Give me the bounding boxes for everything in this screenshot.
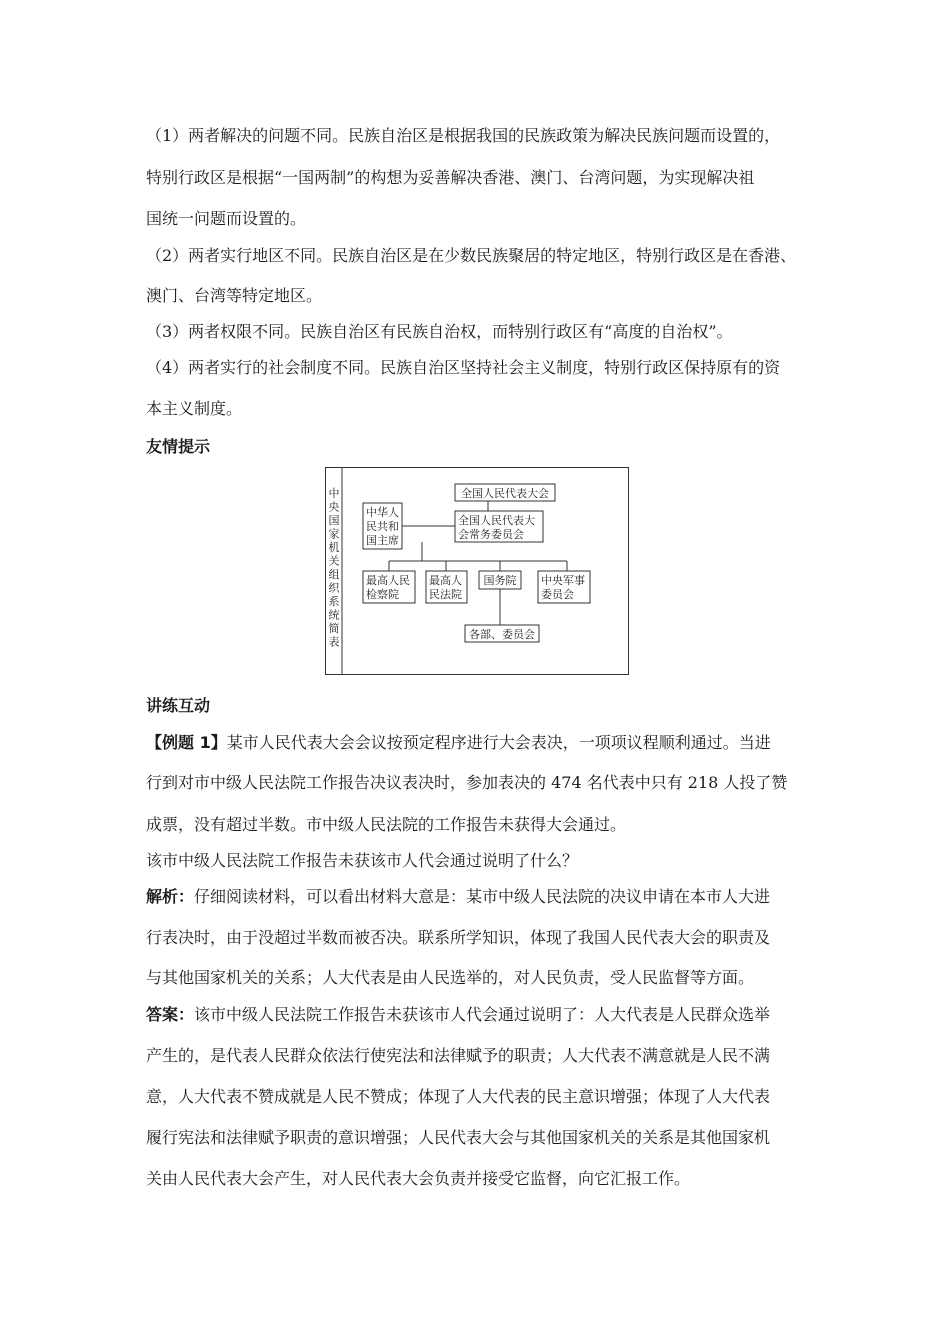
side-title-char: 织 <box>328 581 340 595</box>
answer-line-5: 关由人民代表大会产生，对人民代表大会负责并接受它监督，向它汇报工作。 <box>146 1169 691 1188</box>
box-procuratorate <box>363 571 415 603</box>
practice-heading: 讲练互动 <box>146 696 211 715</box>
box-military <box>538 571 590 603</box>
label-ministries: 各部、委员会 <box>469 628 535 641</box>
box-npc <box>455 484 555 501</box>
answer-label: 答案： <box>146 1005 195 1024</box>
analysis-line-1 <box>146 887 770 907</box>
side-title-char: 组 <box>328 568 340 581</box>
difference-1-line-1: （1）两者解决的问题不同。民族自治区是根据我国的民族政策为解决民族问题而设置的， <box>146 126 781 145</box>
org-chart-svg <box>325 467 629 675</box>
difference-3-line-1: （3）两者权限不同。民族自治区有民族自治权，而特别行政区有“高度的自治权”。 <box>146 322 733 341</box>
org-chart <box>325 467 629 675</box>
example-question: 该市中级人民法院工作报告未获该市人代会通过说明了什么？ <box>146 851 579 870</box>
side-title-char: 统 <box>328 608 340 622</box>
label-npc-standing-1: 全国人民代表大 <box>458 514 535 527</box>
answer-line-3: 意，人大代表不赞成就是人民不赞成；体现了人大代表的民主意识增强；体现了人大代表 <box>146 1087 771 1106</box>
label-npc: 全国人民代表大会 <box>461 487 549 500</box>
side-title <box>329 486 341 649</box>
difference-4-line-1: （4）两者实行的社会制度不同。民族自治区坚持社会主义制度，特别行政区保持原有的资 <box>146 358 781 377</box>
side-title-char: 简 <box>328 622 340 635</box>
difference-4-line-2: 本主义制度。 <box>146 399 243 418</box>
label-npc-standing-2: 会常务委员会 <box>458 528 524 541</box>
box-state-council <box>479 571 521 589</box>
side-title-char: 关 <box>328 554 340 568</box>
example-line-3: 成票，没有超过半数。市中级人民法院的工作报告未获得大会通过。 <box>146 815 627 834</box>
example-line-2: 行到对市中级人民法院工作报告决议表决时，参加表决的 474 名代表中只有 218 人投了赞 <box>146 773 788 792</box>
box-court <box>426 571 467 603</box>
answer-line-4: 履行宪法和法律赋予职责的意识增强；人民代表大会与其他国家机关的关系是其他国家机 <box>146 1128 771 1147</box>
answer-line-1 <box>146 1005 770 1025</box>
side-title-char: 家 <box>328 527 340 541</box>
side-title-char: 机 <box>328 541 340 554</box>
analysis-text-1: 仔细阅读材料，可以看出材料大意是：某市中级人民法院的决议申请在本市人大进 <box>194 887 771 906</box>
difference-2-line-1: （2）两者实行地区不同。民族自治区是在少数民族聚居的特定地区，特别行政区是在香港、 <box>146 246 797 265</box>
side-title-char: 国 <box>328 514 340 527</box>
box-npc-standing <box>455 511 543 542</box>
label-military-1: 中央军事 <box>541 574 585 587</box>
side-title-char: 中 <box>328 487 340 500</box>
example-line-1 <box>146 733 771 753</box>
side-title-char: 央 <box>328 500 340 514</box>
label-president-3: 国主席 <box>366 534 399 547</box>
side-title-char: 表 <box>328 635 340 649</box>
label-president-1: 中华人 <box>366 506 399 519</box>
example-text-1: 某市人民代表大会会议按预定程序进行大会表决，一项项议程顺利通过。当进 <box>226 733 771 752</box>
difference-1-line-3: 国统一问题而设置的。 <box>146 209 307 228</box>
difference-2-line-2: 澳门、台湾等特定地区。 <box>146 286 323 305</box>
label-military-2: 委员会 <box>541 588 574 601</box>
analysis-line-2: 行表决时，由于没超过半数而被否决。联系所学知识，体现了我国人民代表大会的职责及 <box>146 928 771 947</box>
answer-line-2: 产生的，是代表人民群众依法行使宪法和法律赋予的职责；人大代表不满意就是人民不满 <box>146 1046 771 1065</box>
tip-heading: 友情提示 <box>146 437 211 456</box>
difference-1-line-2: 特别行政区是根据“一国两制”的构想为妥善解决香港、澳门、台湾问题，为实现解决祖 <box>146 168 755 187</box>
label-president-2: 民共和 <box>366 520 399 533</box>
side-title-char: 系 <box>328 595 340 608</box>
label-procuratorate-1: 最高人民 <box>366 574 410 587</box>
box-president <box>363 503 402 549</box>
answer-text-1: 该市中级人民法院工作报告未获该市人代会通过说明了：人大代表是人民群众选举 <box>194 1005 771 1024</box>
analysis-line-3: 与其他国家机关的关系；人大代表是由人民选举的，对人民负责，受人民监督等方面。 <box>146 968 755 987</box>
box-ministries <box>465 625 539 642</box>
label-procuratorate-2: 检察院 <box>366 588 399 601</box>
label-court-1: 最高人 <box>429 574 462 587</box>
analysis-label: 解析： <box>146 887 195 906</box>
label-state-council: 国务院 <box>483 574 517 587</box>
label-court-2: 民法院 <box>429 588 462 601</box>
example-label: 【例题 1】 <box>146 733 227 752</box>
